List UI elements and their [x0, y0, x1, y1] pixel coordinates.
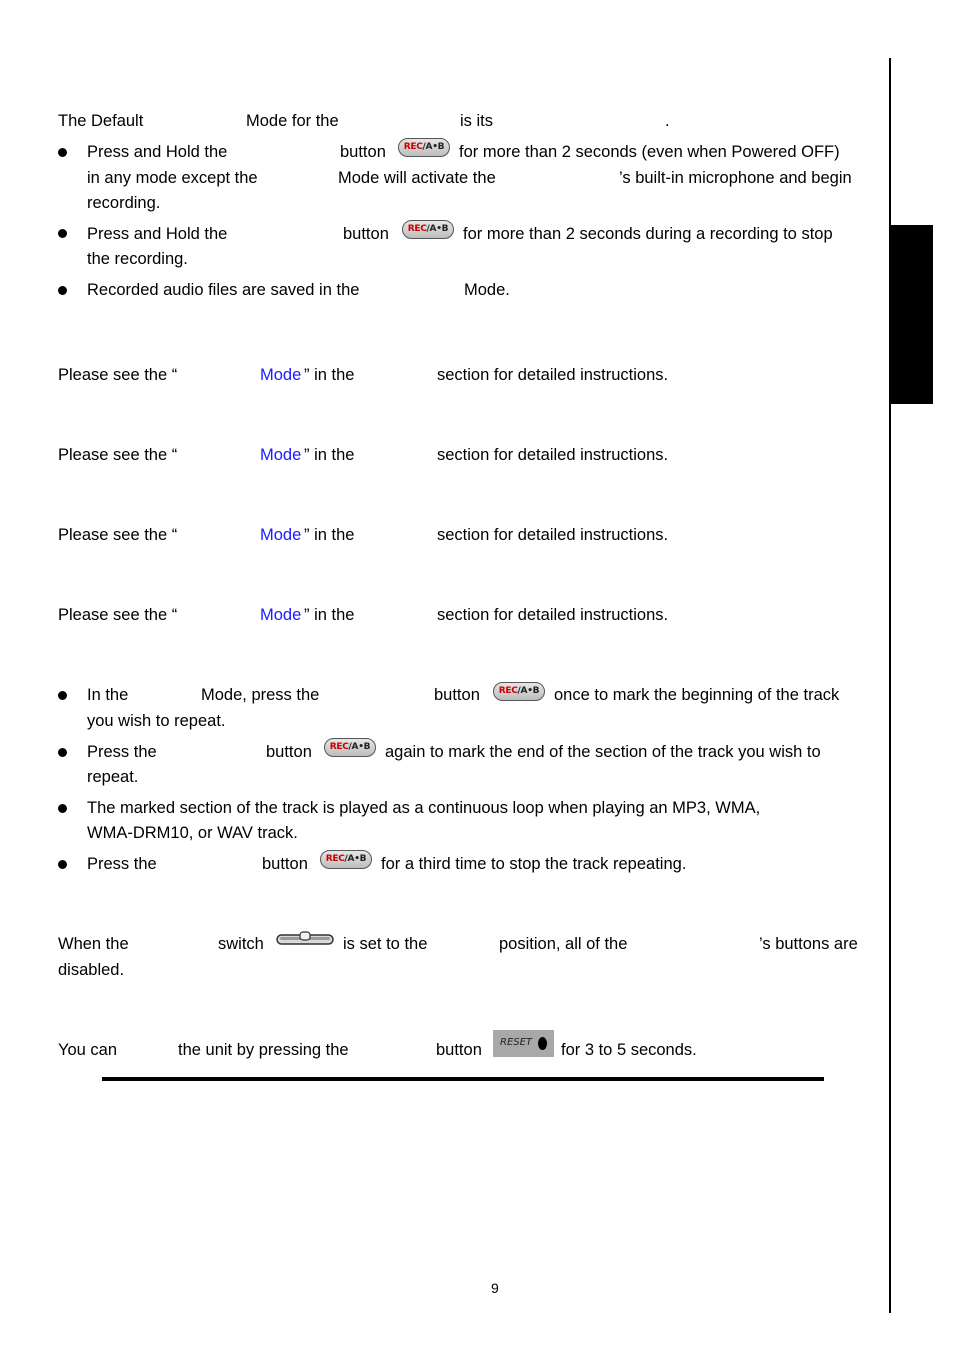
- bullet: [58, 286, 67, 295]
- rec-sep: /: [517, 686, 521, 696]
- rec2-line2: the recording.: [87, 250, 188, 268]
- see-text-b: ” in the: [304, 526, 355, 544]
- hold-text-c: is set to the: [343, 935, 428, 953]
- mode-link[interactable]: Mode: [260, 606, 302, 624]
- see-text-c: section for detailed instructions.: [437, 526, 669, 544]
- ab3-line2: WMA-DRM10, or WAV track.: [87, 824, 298, 842]
- rec-ab-button-icon: [324, 738, 376, 757]
- reset-text-a: You can: [58, 1041, 118, 1059]
- ab1-text-c: button: [434, 686, 480, 704]
- see-text-b: ” in the: [304, 606, 355, 624]
- rec1-text-a: Press and Hold the: [87, 143, 228, 161]
- reset-text-b: the unit by pressing the: [178, 1041, 349, 1059]
- ab-label: A•B: [520, 686, 540, 696]
- ab2-text-b: button: [266, 743, 312, 761]
- ab1-line2: you wish to repeat.: [87, 712, 226, 730]
- mode-link[interactable]: Mode: [260, 366, 302, 384]
- rec-ab-button-icon: [398, 138, 450, 157]
- reset-text-d: for 3 to 5 seconds.: [561, 1041, 697, 1059]
- reset-label: RESET: [500, 1037, 533, 1048]
- ab3-line1: The marked section of the track is played as a continuous loop when playing an MP3, WMA,: [87, 799, 761, 817]
- rec1-text-b: button: [340, 143, 386, 161]
- reset-button-icon: [493, 1030, 554, 1057]
- ab4-text-b: button: [262, 855, 308, 873]
- rec1-line3: recording.: [87, 194, 161, 212]
- rec-label: REC: [498, 686, 518, 696]
- rec-ab-button-icon: [320, 850, 372, 869]
- ab1-text-b: Mode, press the: [201, 686, 320, 704]
- rec-ab-button-icon: [493, 682, 545, 701]
- bottom-rule: [102, 1077, 824, 1081]
- ab-label: A•B: [347, 854, 367, 864]
- intro-mode-for: Mode for the: [246, 112, 339, 130]
- rec3-text-a: Recorded audio files are saved in the: [87, 281, 360, 299]
- rec-sep: /: [344, 854, 348, 864]
- rec-label: REC: [325, 854, 345, 864]
- bullet: [58, 804, 67, 813]
- rec-sep: /: [422, 142, 426, 152]
- bullet: [58, 860, 67, 869]
- rec-sep: /: [348, 742, 352, 752]
- rec1-line2-a: in any mode except the: [87, 169, 258, 187]
- see-text-a: Please see the “: [58, 526, 178, 544]
- rec2-text-a: Press and Hold the: [87, 225, 228, 243]
- mode-link[interactable]: Mode: [260, 526, 302, 544]
- bullet: [58, 148, 67, 157]
- see-text-b: ” in the: [304, 446, 355, 464]
- intro-period: .: [665, 112, 670, 130]
- ab1-text-a: In the: [87, 686, 129, 704]
- ab2-text-c: again to mark the end of the section of the track you wish to: [385, 743, 821, 761]
- rec-sep: /: [426, 224, 430, 234]
- see-text-c: section for detailed instructions.: [437, 446, 669, 464]
- bullet: [58, 748, 67, 757]
- rec1-line2-c: ’s built-in microphone and begin: [619, 169, 852, 187]
- page-number: 9: [491, 1280, 499, 1296]
- see-text-a: Please see the “: [58, 446, 178, 464]
- hold-text-e: ’s buttons are: [759, 935, 858, 953]
- hold-text-b: switch: [218, 935, 264, 953]
- rec-label: REC: [403, 142, 423, 152]
- bullet: [58, 691, 67, 700]
- rec2-text-b: button: [343, 225, 389, 243]
- section-tab: [891, 225, 933, 404]
- hold-text-a: When the: [58, 935, 129, 953]
- rec1-text-c: for more than 2 seconds (even when Powered OFF): [459, 143, 840, 161]
- hold-switch-icon: [276, 931, 334, 947]
- rec-ab-button-icon: [402, 220, 454, 239]
- see-text-c: section for detailed instructions.: [437, 606, 669, 624]
- ab-label: A•B: [425, 142, 445, 152]
- rec-label: REC: [407, 224, 427, 234]
- see-text-c: section for detailed instructions.: [437, 366, 669, 384]
- reset-text-c: button: [436, 1041, 482, 1059]
- ab-label: A•B: [351, 742, 371, 752]
- ab1-text-d: once to mark the beginning of the track: [554, 686, 840, 704]
- rec-label: REC: [329, 742, 349, 752]
- intro-is-its: is its: [460, 112, 493, 130]
- ab4-text-a: Press the: [87, 855, 157, 873]
- ab2-line2: repeat.: [87, 768, 139, 786]
- ab-label: A•B: [429, 224, 449, 234]
- rec1-line2-b: Mode will activate the: [338, 169, 496, 187]
- intro-default: The Default: [58, 112, 144, 130]
- hold-line2: disabled.: [58, 961, 125, 979]
- rec2-text-c: for more than 2 seconds during a recording to stop: [463, 225, 833, 243]
- hold-text-d: position, all of the: [499, 935, 628, 953]
- see-text-a: Please see the “: [58, 366, 178, 384]
- see-text-b: ” in the: [304, 366, 355, 384]
- ab2-text-a: Press the: [87, 743, 157, 761]
- reset-pinhole: [538, 1037, 547, 1050]
- bullet: [58, 229, 67, 238]
- see-text-a: Please see the “: [58, 606, 178, 624]
- rec3-text-b: Mode.: [464, 281, 510, 299]
- mode-link[interactable]: Mode: [260, 446, 302, 464]
- ab4-text-c: for a third time to stop the track repeating.: [381, 855, 687, 873]
